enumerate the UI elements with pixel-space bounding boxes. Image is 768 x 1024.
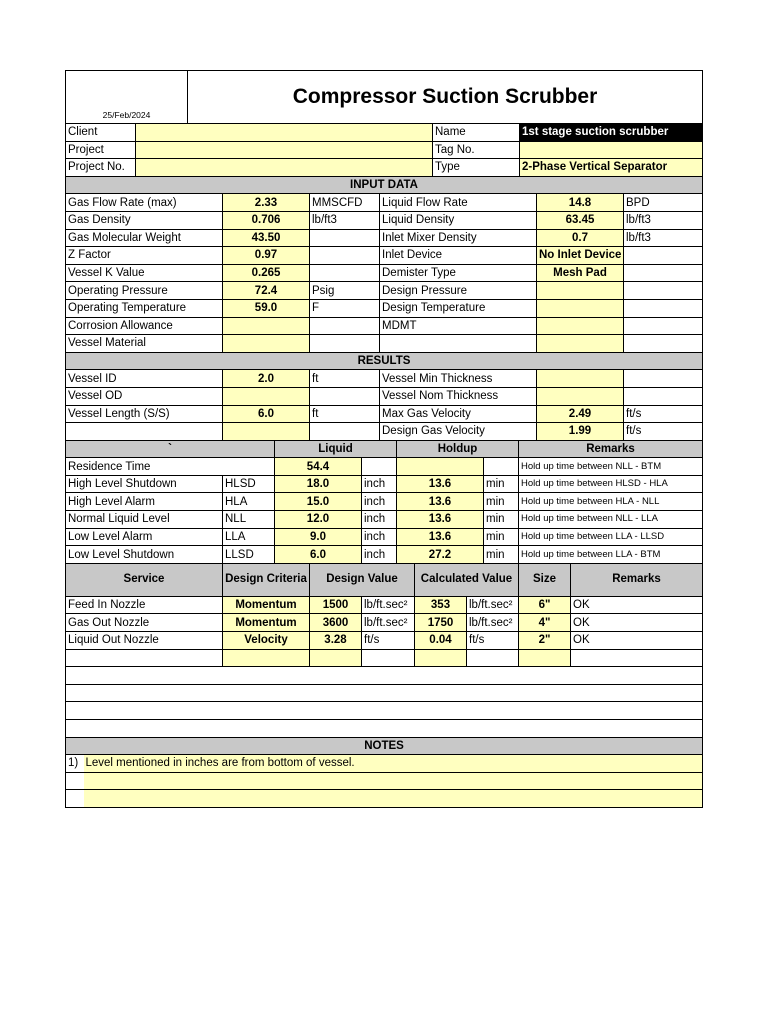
level-value[interactable]: 12.0	[275, 511, 362, 529]
nozzle-calc-value: 0.04	[415, 632, 467, 650]
nozzle-row	[66, 614, 703, 632]
nozzle-size[interactable]: 6"	[519, 596, 571, 614]
results-label: Vessel Length (S/S)	[66, 405, 223, 423]
input-value-right[interactable]: 0.7	[537, 229, 624, 247]
input-label-right: Inlet Mixer Density	[380, 229, 537, 247]
input-row	[66, 282, 703, 300]
nozzle-criteria[interactable]: Momentum	[223, 614, 310, 632]
input-label-right	[380, 335, 537, 353]
input-unit: MMSCFD	[310, 194, 380, 212]
levels-tick: `	[66, 440, 275, 458]
input-row	[66, 247, 703, 265]
nozzle-remark: OK	[571, 596, 703, 614]
input-results-table	[65, 176, 703, 441]
results-unit-right	[624, 387, 703, 405]
notes-table	[65, 737, 703, 808]
input-unit	[310, 229, 380, 247]
input-row	[66, 317, 703, 335]
residence-time-value[interactable]: 54.4	[275, 458, 362, 476]
level-value[interactable]: 18.0	[275, 475, 362, 493]
nozzle-design-value[interactable]: 3600	[310, 614, 362, 632]
results-heading: RESULTS	[66, 352, 703, 370]
name-value[interactable]: 1st stage suction scrubber	[520, 124, 703, 142]
type-value[interactable]: 2-Phase Vertical Separator	[520, 159, 703, 177]
level-remark: Hold up time between HLSD - HLA	[519, 475, 703, 493]
input-unit: Psig	[310, 282, 380, 300]
title-block	[65, 70, 703, 124]
input-unit	[310, 247, 380, 265]
results-value-right[interactable]: 2.49	[537, 405, 624, 423]
nozzle-criteria[interactable]: Momentum	[223, 596, 310, 614]
nozzle-calc-value: 353	[415, 596, 467, 614]
results-value[interactable]	[223, 387, 310, 405]
results-unit-right	[624, 370, 703, 388]
input-value-right[interactable]: Mesh Pad	[537, 264, 624, 282]
level-row	[66, 475, 703, 493]
input-value-right[interactable]: 14.8	[537, 194, 624, 212]
level-label: Low Level Alarm	[66, 528, 223, 546]
input-row	[66, 194, 703, 212]
input-unit-right	[624, 282, 703, 300]
level-remark: Hold up time between LLA - BTM	[519, 546, 703, 564]
levels-table	[65, 440, 703, 564]
criteria-heading: Design Criteria	[223, 563, 310, 596]
input-value[interactable]: 43.50	[223, 229, 310, 247]
input-value-right[interactable]: No Inlet Device	[537, 247, 624, 265]
holdup-unit: min	[484, 528, 519, 546]
nozzle-design-unit: lb/ft.sec²	[362, 614, 415, 632]
input-row	[66, 335, 703, 353]
note-text[interactable]: Level mentioned in inches are from bottom of vessel.	[84, 755, 703, 773]
input-label-right: Design Pressure	[380, 282, 537, 300]
note-blank[interactable]	[84, 772, 703, 790]
input-label: Gas Flow Rate (max)	[66, 194, 223, 212]
results-unit-right: ft/s	[624, 405, 703, 423]
nozzle-remark: OK	[571, 614, 703, 632]
level-row	[66, 511, 703, 529]
input-unit-right: BPD	[624, 194, 703, 212]
nozzle-service: Liquid Out Nozzle	[66, 632, 223, 650]
input-row	[66, 264, 703, 282]
level-value[interactable]: 9.0	[275, 528, 362, 546]
results-row	[66, 370, 703, 388]
datasheet	[65, 70, 702, 808]
project-no-label: Project No.	[66, 159, 136, 177]
type-label: Type	[433, 159, 520, 177]
holdup-unit: min	[484, 493, 519, 511]
nozzle-criteria[interactable]: Velocity	[223, 632, 310, 650]
residence-remark: Hold up time between NLL - BTM	[519, 458, 703, 476]
input-value[interactable]: 0.706	[223, 211, 310, 229]
nozzle-calc-unit: lb/ft.sec²	[467, 596, 519, 614]
project-label: Project	[66, 141, 136, 159]
level-label: High Level Shutdown	[66, 475, 223, 493]
input-label-right: Liquid Flow Rate	[380, 194, 537, 212]
nozzle-calc-value: 1750	[415, 614, 467, 632]
results-row	[66, 423, 703, 441]
input-value[interactable]: 72.4	[223, 282, 310, 300]
client-label: Client	[66, 124, 136, 142]
name-label: Name	[433, 124, 520, 142]
nozzle-design-unit: ft/s	[362, 632, 415, 650]
level-unit: inch	[362, 475, 397, 493]
results-unit	[310, 387, 380, 405]
holdup-unit: min	[484, 546, 519, 564]
input-data-heading: INPUT DATA	[66, 176, 703, 194]
tag-label: Tag No.	[433, 141, 520, 159]
input-value-right[interactable]: 63.45	[537, 211, 624, 229]
results-label: Vessel OD	[66, 387, 223, 405]
results-unit	[310, 423, 380, 441]
input-label: Vessel Material	[66, 335, 223, 353]
level-remark: Hold up time between HLA - NLL	[519, 493, 703, 511]
input-unit: lb/ft3	[310, 211, 380, 229]
results-value-right[interactable]	[537, 370, 624, 388]
input-value-right[interactable]	[537, 317, 624, 335]
nozzle-table	[65, 563, 703, 738]
input-value[interactable]	[223, 317, 310, 335]
input-value-right[interactable]	[537, 299, 624, 317]
level-row	[66, 546, 703, 564]
results-unit: ft	[310, 405, 380, 423]
nozzle-size[interactable]: 4"	[519, 614, 571, 632]
results-row	[66, 405, 703, 423]
sheet-date: 25/Feb/2024	[66, 71, 188, 124]
input-unit-right: lb/ft3	[624, 211, 703, 229]
input-unit	[310, 335, 380, 353]
input-row	[66, 299, 703, 317]
level-remark: Hold up time between NLL - LLA	[519, 511, 703, 529]
results-value[interactable]: 6.0	[223, 405, 310, 423]
nozzle-design-value[interactable]: 3.28	[310, 632, 362, 650]
input-unit-right	[624, 335, 703, 353]
input-row	[66, 229, 703, 247]
results-label-right: Design Gas Velocity	[380, 423, 537, 441]
input-value-right[interactable]	[537, 282, 624, 300]
level-abbr: LLA	[223, 528, 275, 546]
level-abbr: HLSD	[223, 475, 275, 493]
level-row	[66, 528, 703, 546]
client-block	[65, 123, 703, 177]
nozzle-row	[66, 632, 703, 650]
service-heading: Service	[66, 563, 223, 596]
input-label: Corrosion Allowance	[66, 317, 223, 335]
holdup-value[interactable]: 13.6	[397, 475, 484, 493]
level-remarks-heading: Remarks	[519, 440, 703, 458]
project-no-field[interactable]	[136, 159, 433, 177]
nozzle-remarks-heading: Remarks	[571, 563, 703, 596]
level-remark: Hold up time between LLA - LLSD	[519, 528, 703, 546]
level-abbr: HLA	[223, 493, 275, 511]
level-value[interactable]: 15.0	[275, 493, 362, 511]
input-label-right: Inlet Device	[380, 247, 537, 265]
level-abbr: NLL	[223, 511, 275, 529]
results-label-right: Vessel Nom Thickness	[380, 387, 537, 405]
input-label-right: MDMT	[380, 317, 537, 335]
level-unit: inch	[362, 511, 397, 529]
results-label: Vessel ID	[66, 370, 223, 388]
nozzle-size[interactable]: 2"	[519, 632, 571, 650]
input-label: Gas Molecular Weight	[66, 229, 223, 247]
nozzle-design-value[interactable]: 1500	[310, 596, 362, 614]
results-label	[66, 423, 223, 441]
input-unit-right: lb/ft3	[624, 229, 703, 247]
design-value-heading: Design Value	[310, 563, 415, 596]
nozzle-calc-unit: lb/ft.sec²	[467, 614, 519, 632]
nozzle-service: Feed In Nozzle	[66, 596, 223, 614]
level-label: High Level Alarm	[66, 493, 223, 511]
input-unit	[310, 264, 380, 282]
results-value[interactable]: 2.0	[223, 370, 310, 388]
notes-heading: NOTES	[66, 737, 703, 755]
page-title: Compressor Suction Scrubber	[188, 71, 703, 124]
holdup-value[interactable]: 27.2	[397, 546, 484, 564]
results-value[interactable]	[223, 423, 310, 441]
input-label: Gas Density	[66, 211, 223, 229]
input-value[interactable]: 2.33	[223, 194, 310, 212]
input-unit-right	[624, 264, 703, 282]
note-number: 1)	[66, 755, 84, 773]
input-value[interactable]: 0.97	[223, 247, 310, 265]
level-unit: inch	[362, 546, 397, 564]
input-unit-right	[624, 299, 703, 317]
input-unit: F	[310, 299, 380, 317]
note-blank[interactable]	[84, 790, 703, 808]
input-unit-right	[624, 247, 703, 265]
results-unit-right: ft/s	[624, 423, 703, 441]
project-field[interactable]	[136, 141, 433, 159]
nozzle-remark: OK	[571, 632, 703, 650]
level-abbr: LLSD	[223, 546, 275, 564]
residence-time-label: Residence Time	[66, 458, 275, 476]
input-label-right: Design Temperature	[380, 299, 537, 317]
nozzle-calc-unit: ft/s	[467, 632, 519, 650]
nozzle-row	[66, 596, 703, 614]
holdup-value[interactable]: 13.6	[397, 511, 484, 529]
client-field[interactable]	[136, 124, 433, 142]
level-label: Low Level Shutdown	[66, 546, 223, 564]
results-value-right[interactable]	[537, 387, 624, 405]
input-label: Operating Pressure	[66, 282, 223, 300]
input-label: Vessel K Value	[66, 264, 223, 282]
holdup-unit: min	[484, 475, 519, 493]
holdup-heading: Holdup	[397, 440, 519, 458]
input-row	[66, 211, 703, 229]
holdup-value[interactable]: 13.6	[397, 493, 484, 511]
holdup-unit: min	[484, 511, 519, 529]
tag-field[interactable]	[520, 141, 703, 159]
holdup-value[interactable]: 13.6	[397, 528, 484, 546]
input-label-right: Demister Type	[380, 264, 537, 282]
input-unit	[310, 317, 380, 335]
level-row	[66, 493, 703, 511]
level-label: Normal Liquid Level	[66, 511, 223, 529]
input-value[interactable]	[223, 335, 310, 353]
input-label: Z Factor	[66, 247, 223, 265]
results-unit: ft	[310, 370, 380, 388]
nozzle-service: Gas Out Nozzle	[66, 614, 223, 632]
results-value-right[interactable]: 1.99	[537, 423, 624, 441]
calculated-value-heading: Calculated Value	[415, 563, 519, 596]
input-value[interactable]: 59.0	[223, 299, 310, 317]
input-value-right[interactable]	[537, 335, 624, 353]
input-value[interactable]: 0.265	[223, 264, 310, 282]
input-unit-right	[624, 317, 703, 335]
liquid-heading: Liquid	[275, 440, 397, 458]
results-label-right: Vessel Min Thickness	[380, 370, 537, 388]
level-unit: inch	[362, 493, 397, 511]
level-unit: inch	[362, 528, 397, 546]
input-label: Operating Temperature	[66, 299, 223, 317]
level-value[interactable]: 6.0	[275, 546, 362, 564]
input-label-right: Liquid Density	[380, 211, 537, 229]
nozzle-design-unit: lb/ft.sec²	[362, 596, 415, 614]
results-row	[66, 387, 703, 405]
size-heading: Size	[519, 563, 571, 596]
results-label-right: Max Gas Velocity	[380, 405, 537, 423]
